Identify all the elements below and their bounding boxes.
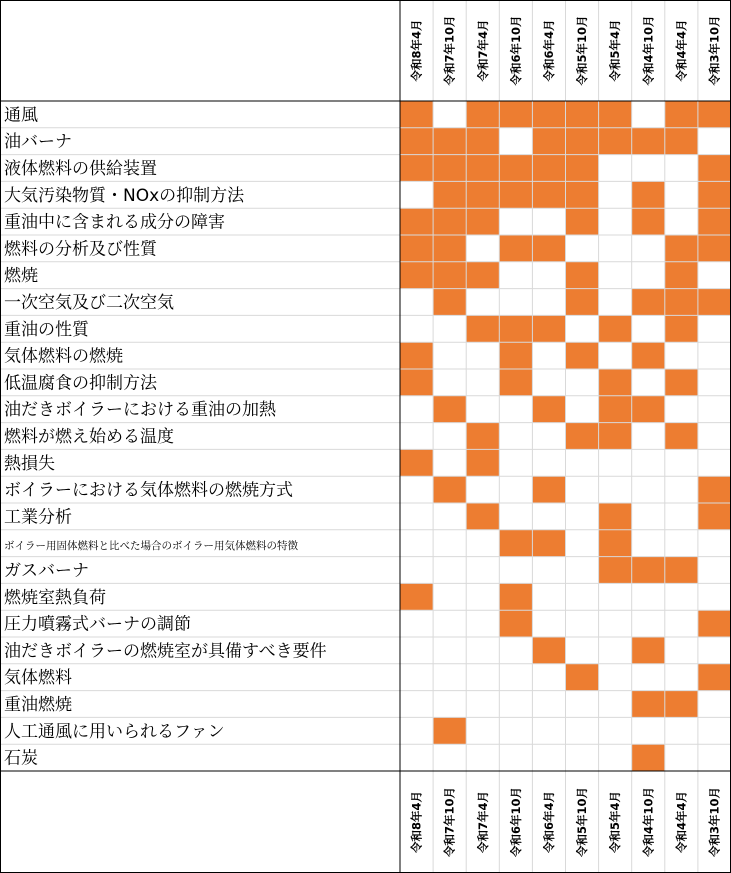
row-label: ボイラーにおける気体燃料の燃焼方式 bbox=[4, 480, 293, 501]
cell-filled-r12-c7 bbox=[599, 396, 632, 423]
column-header-bottom-7: 令和5年4月 bbox=[608, 790, 623, 854]
cell-filled-r19-c4 bbox=[499, 583, 532, 610]
cell-filled-r21-c5 bbox=[532, 637, 565, 664]
cell-filled-r4-c4 bbox=[499, 181, 532, 208]
cell-filled-r5-c2 bbox=[433, 208, 466, 235]
column-header-bottom-8: 令和4年10月 bbox=[641, 786, 656, 858]
row-label: 燃焼 bbox=[4, 266, 38, 287]
cell-filled-r23-c9 bbox=[665, 691, 698, 718]
cell-filled-r16-c10 bbox=[698, 503, 731, 530]
cell-filled-r2-c2 bbox=[433, 128, 466, 155]
cell-filled-r8-c2 bbox=[433, 289, 466, 316]
cell-filled-r19-c1 bbox=[400, 583, 433, 610]
cell-filled-r8-c10 bbox=[698, 289, 731, 316]
cell-filled-r1-c9 bbox=[665, 101, 698, 128]
cell-filled-r2-c5 bbox=[532, 128, 565, 155]
row-label: 燃焼室熱負荷 bbox=[4, 587, 106, 608]
cell-filled-r2-c9 bbox=[665, 128, 698, 155]
column-header-bottom-4: 令和6年10月 bbox=[508, 786, 523, 858]
cell-filled-r7-c6 bbox=[566, 262, 599, 289]
row-label: ボイラー用固体燃料と比べた場合のボイラー用気体燃料の特徴 bbox=[4, 540, 298, 553]
column-header-bottom-10: 令和3年10月 bbox=[707, 786, 722, 858]
cell-filled-r5-c8 bbox=[632, 208, 665, 235]
cell-filled-r9-c5 bbox=[532, 315, 565, 342]
cell-filled-r1-c1 bbox=[400, 101, 433, 128]
row-label: 重油中に含まれる成分の障害 bbox=[4, 212, 225, 233]
cell-filled-r7-c3 bbox=[466, 262, 499, 289]
column-header-top-4: 令和6年10月 bbox=[508, 15, 523, 86]
cell-filled-r1-c3 bbox=[466, 101, 499, 128]
cell-filled-r23-c8 bbox=[632, 691, 665, 718]
cell-filled-r11-c7 bbox=[599, 369, 632, 396]
row-label: 燃料の分析及び性質 bbox=[4, 239, 157, 260]
cell-filled-r2-c3 bbox=[466, 128, 499, 155]
cell-filled-r4-c8 bbox=[632, 181, 665, 208]
cell-filled-r3-c5 bbox=[532, 155, 565, 182]
cell-filled-r2-c6 bbox=[566, 128, 599, 155]
column-header-top-5: 令和6年4月 bbox=[541, 19, 556, 82]
row-label: 人工通風に用いられるファン bbox=[4, 721, 225, 742]
cell-filled-r6-c4 bbox=[499, 235, 532, 262]
cell-filled-r20-c4 bbox=[499, 610, 532, 637]
column-header-top-3: 令和7年4月 bbox=[475, 19, 490, 82]
cell-filled-r5-c3 bbox=[466, 208, 499, 235]
cell-filled-r8-c8 bbox=[632, 289, 665, 316]
cell-filled-r22-c10 bbox=[698, 664, 731, 691]
cell-filled-r12-c8 bbox=[632, 396, 665, 423]
cell-filled-r10-c1 bbox=[400, 342, 433, 369]
cell-filled-r1-c4 bbox=[499, 101, 532, 128]
column-header-top-9: 令和4年4月 bbox=[674, 19, 689, 82]
cell-filled-r20-c10 bbox=[698, 610, 731, 637]
cell-filled-r3-c2 bbox=[433, 155, 466, 182]
row-label: 圧力噴霧式バーナの調節 bbox=[4, 614, 191, 635]
cell-filled-r11-c1 bbox=[400, 369, 433, 396]
cell-filled-r4-c6 bbox=[566, 181, 599, 208]
cell-filled-r6-c9 bbox=[665, 235, 698, 262]
column-header-top-10: 令和3年10月 bbox=[707, 15, 722, 86]
cell-filled-r24-c2 bbox=[433, 717, 466, 744]
row-label: 燃料が燃え始める温度 bbox=[4, 427, 174, 447]
cell-filled-r13-c3 bbox=[466, 423, 499, 450]
cell-filled-r6-c5 bbox=[532, 235, 565, 262]
cell-filled-r6-c2 bbox=[433, 235, 466, 262]
cell-filled-r2-c1 bbox=[400, 128, 433, 155]
column-header-bottom-6: 令和5年10月 bbox=[575, 786, 590, 858]
column-header-bottom-5: 令和6年4月 bbox=[541, 790, 556, 854]
column-header-bottom-9: 令和4年4月 bbox=[674, 790, 689, 854]
cell-filled-r7-c9 bbox=[665, 262, 698, 289]
cell-filled-r16-c7 bbox=[599, 503, 632, 530]
cell-filled-r7-c2 bbox=[433, 262, 466, 289]
cell-filled-r2-c7 bbox=[599, 128, 632, 155]
cell-filled-r8-c6 bbox=[566, 289, 599, 316]
cell-filled-r15-c2 bbox=[433, 476, 466, 503]
cell-filled-r9-c3 bbox=[466, 315, 499, 342]
cell-filled-r25-c8 bbox=[632, 744, 665, 771]
cell-filled-r1-c10 bbox=[698, 101, 731, 128]
column-header-top-1: 令和8年4月 bbox=[409, 19, 424, 82]
cell-filled-r4-c2 bbox=[433, 181, 466, 208]
cell-filled-r11-c4 bbox=[499, 369, 532, 396]
column-header-top-2: 令和7年10月 bbox=[442, 15, 457, 86]
cell-filled-r10-c6 bbox=[566, 342, 599, 369]
cell-filled-r9-c9 bbox=[665, 315, 698, 342]
row-label: 一次空気及び二次空気 bbox=[4, 293, 174, 313]
cell-filled-r1-c6 bbox=[566, 101, 599, 128]
cell-filled-r21-c8 bbox=[632, 637, 665, 664]
column-header-bottom-3: 令和7年4月 bbox=[475, 790, 490, 854]
cell-filled-r14-c1 bbox=[400, 449, 433, 476]
cell-filled-r10-c4 bbox=[499, 342, 532, 369]
row-label: 大気汚染物質・NOxの抑制方法 bbox=[4, 185, 245, 206]
cell-filled-r9-c7 bbox=[599, 315, 632, 342]
row-label: 熱損失 bbox=[4, 453, 55, 474]
cell-filled-r5-c6 bbox=[566, 208, 599, 235]
cell-filled-r3-c4 bbox=[499, 155, 532, 182]
cell-filled-r1-c5 bbox=[532, 101, 565, 128]
row-label: 石炭 bbox=[4, 748, 38, 769]
row-label: 油バーナ bbox=[4, 132, 72, 153]
cell-filled-r6-c10 bbox=[698, 235, 731, 262]
cell-filled-r9-c4 bbox=[499, 315, 532, 342]
cell-filled-r1-c7 bbox=[599, 101, 632, 128]
column-header-bottom-1: 令和8年4月 bbox=[409, 790, 424, 854]
cell-filled-r15-c10 bbox=[698, 476, 731, 503]
cell-filled-r15-c5 bbox=[532, 476, 565, 503]
row-label: 重油の性質 bbox=[4, 319, 89, 340]
row-label: 重油燃焼 bbox=[4, 695, 72, 715]
cell-filled-r11-c9 bbox=[665, 369, 698, 396]
column-header-top-8: 令和4年10月 bbox=[641, 15, 656, 86]
cell-filled-r14-c3 bbox=[466, 449, 499, 476]
column-header-top-7: 令和5年4月 bbox=[608, 19, 623, 82]
cell-filled-r6-c1 bbox=[400, 235, 433, 262]
cell-filled-r10-c8 bbox=[632, 342, 665, 369]
cell-filled-r3-c1 bbox=[400, 155, 433, 182]
row-label: 油だきボイラーにおける重油の加熱 bbox=[4, 400, 276, 421]
row-label: 通風 bbox=[4, 105, 38, 126]
cell-filled-r4-c5 bbox=[532, 181, 565, 208]
cell-filled-r18-c9 bbox=[665, 557, 698, 584]
cell-filled-r3-c3 bbox=[466, 155, 499, 182]
cell-filled-r18-c7 bbox=[599, 557, 632, 584]
cell-filled-r3-c6 bbox=[566, 155, 599, 182]
row-label: 油だきボイラーの燃焼室が具備すべき要件 bbox=[4, 641, 327, 662]
cell-filled-r17-c4 bbox=[499, 530, 532, 557]
row-label: ガスバーナ bbox=[4, 561, 89, 581]
cell-filled-r13-c7 bbox=[599, 423, 632, 450]
cell-filled-r13-c6 bbox=[566, 423, 599, 450]
row-label: 工業分析 bbox=[4, 507, 72, 528]
cell-filled-r7-c1 bbox=[400, 262, 433, 289]
cell-filled-r4-c10 bbox=[698, 181, 731, 208]
cell-filled-r8-c9 bbox=[665, 289, 698, 316]
cell-filled-r12-c2 bbox=[433, 396, 466, 423]
row-label: 低温腐食の抑制方法 bbox=[4, 373, 157, 394]
cell-filled-r13-c9 bbox=[665, 423, 698, 450]
cell-filled-r12-c5 bbox=[532, 396, 565, 423]
cell-filled-r4-c3 bbox=[466, 181, 499, 208]
cell-filled-r17-c7 bbox=[599, 530, 632, 557]
cell-filled-r2-c8 bbox=[632, 128, 665, 155]
cell-filled-r17-c5 bbox=[532, 530, 565, 557]
row-label: 液体燃料の供給装置 bbox=[4, 159, 157, 179]
cell-filled-r5-c10 bbox=[698, 208, 731, 235]
cell-filled-r16-c3 bbox=[466, 503, 499, 530]
cell-filled-r22-c6 bbox=[566, 664, 599, 691]
cell-filled-r5-c1 bbox=[400, 208, 433, 235]
cell-filled-r3-c10 bbox=[698, 155, 731, 182]
column-header-bottom-2: 令和7年10月 bbox=[442, 786, 457, 858]
cell-filled-r18-c8 bbox=[632, 557, 665, 584]
column-header-top-6: 令和5年10月 bbox=[575, 15, 590, 86]
row-label: 気体燃料 bbox=[4, 668, 72, 689]
row-label: 気体燃料の燃焼 bbox=[4, 346, 123, 367]
row-labels bbox=[4, 105, 327, 768]
